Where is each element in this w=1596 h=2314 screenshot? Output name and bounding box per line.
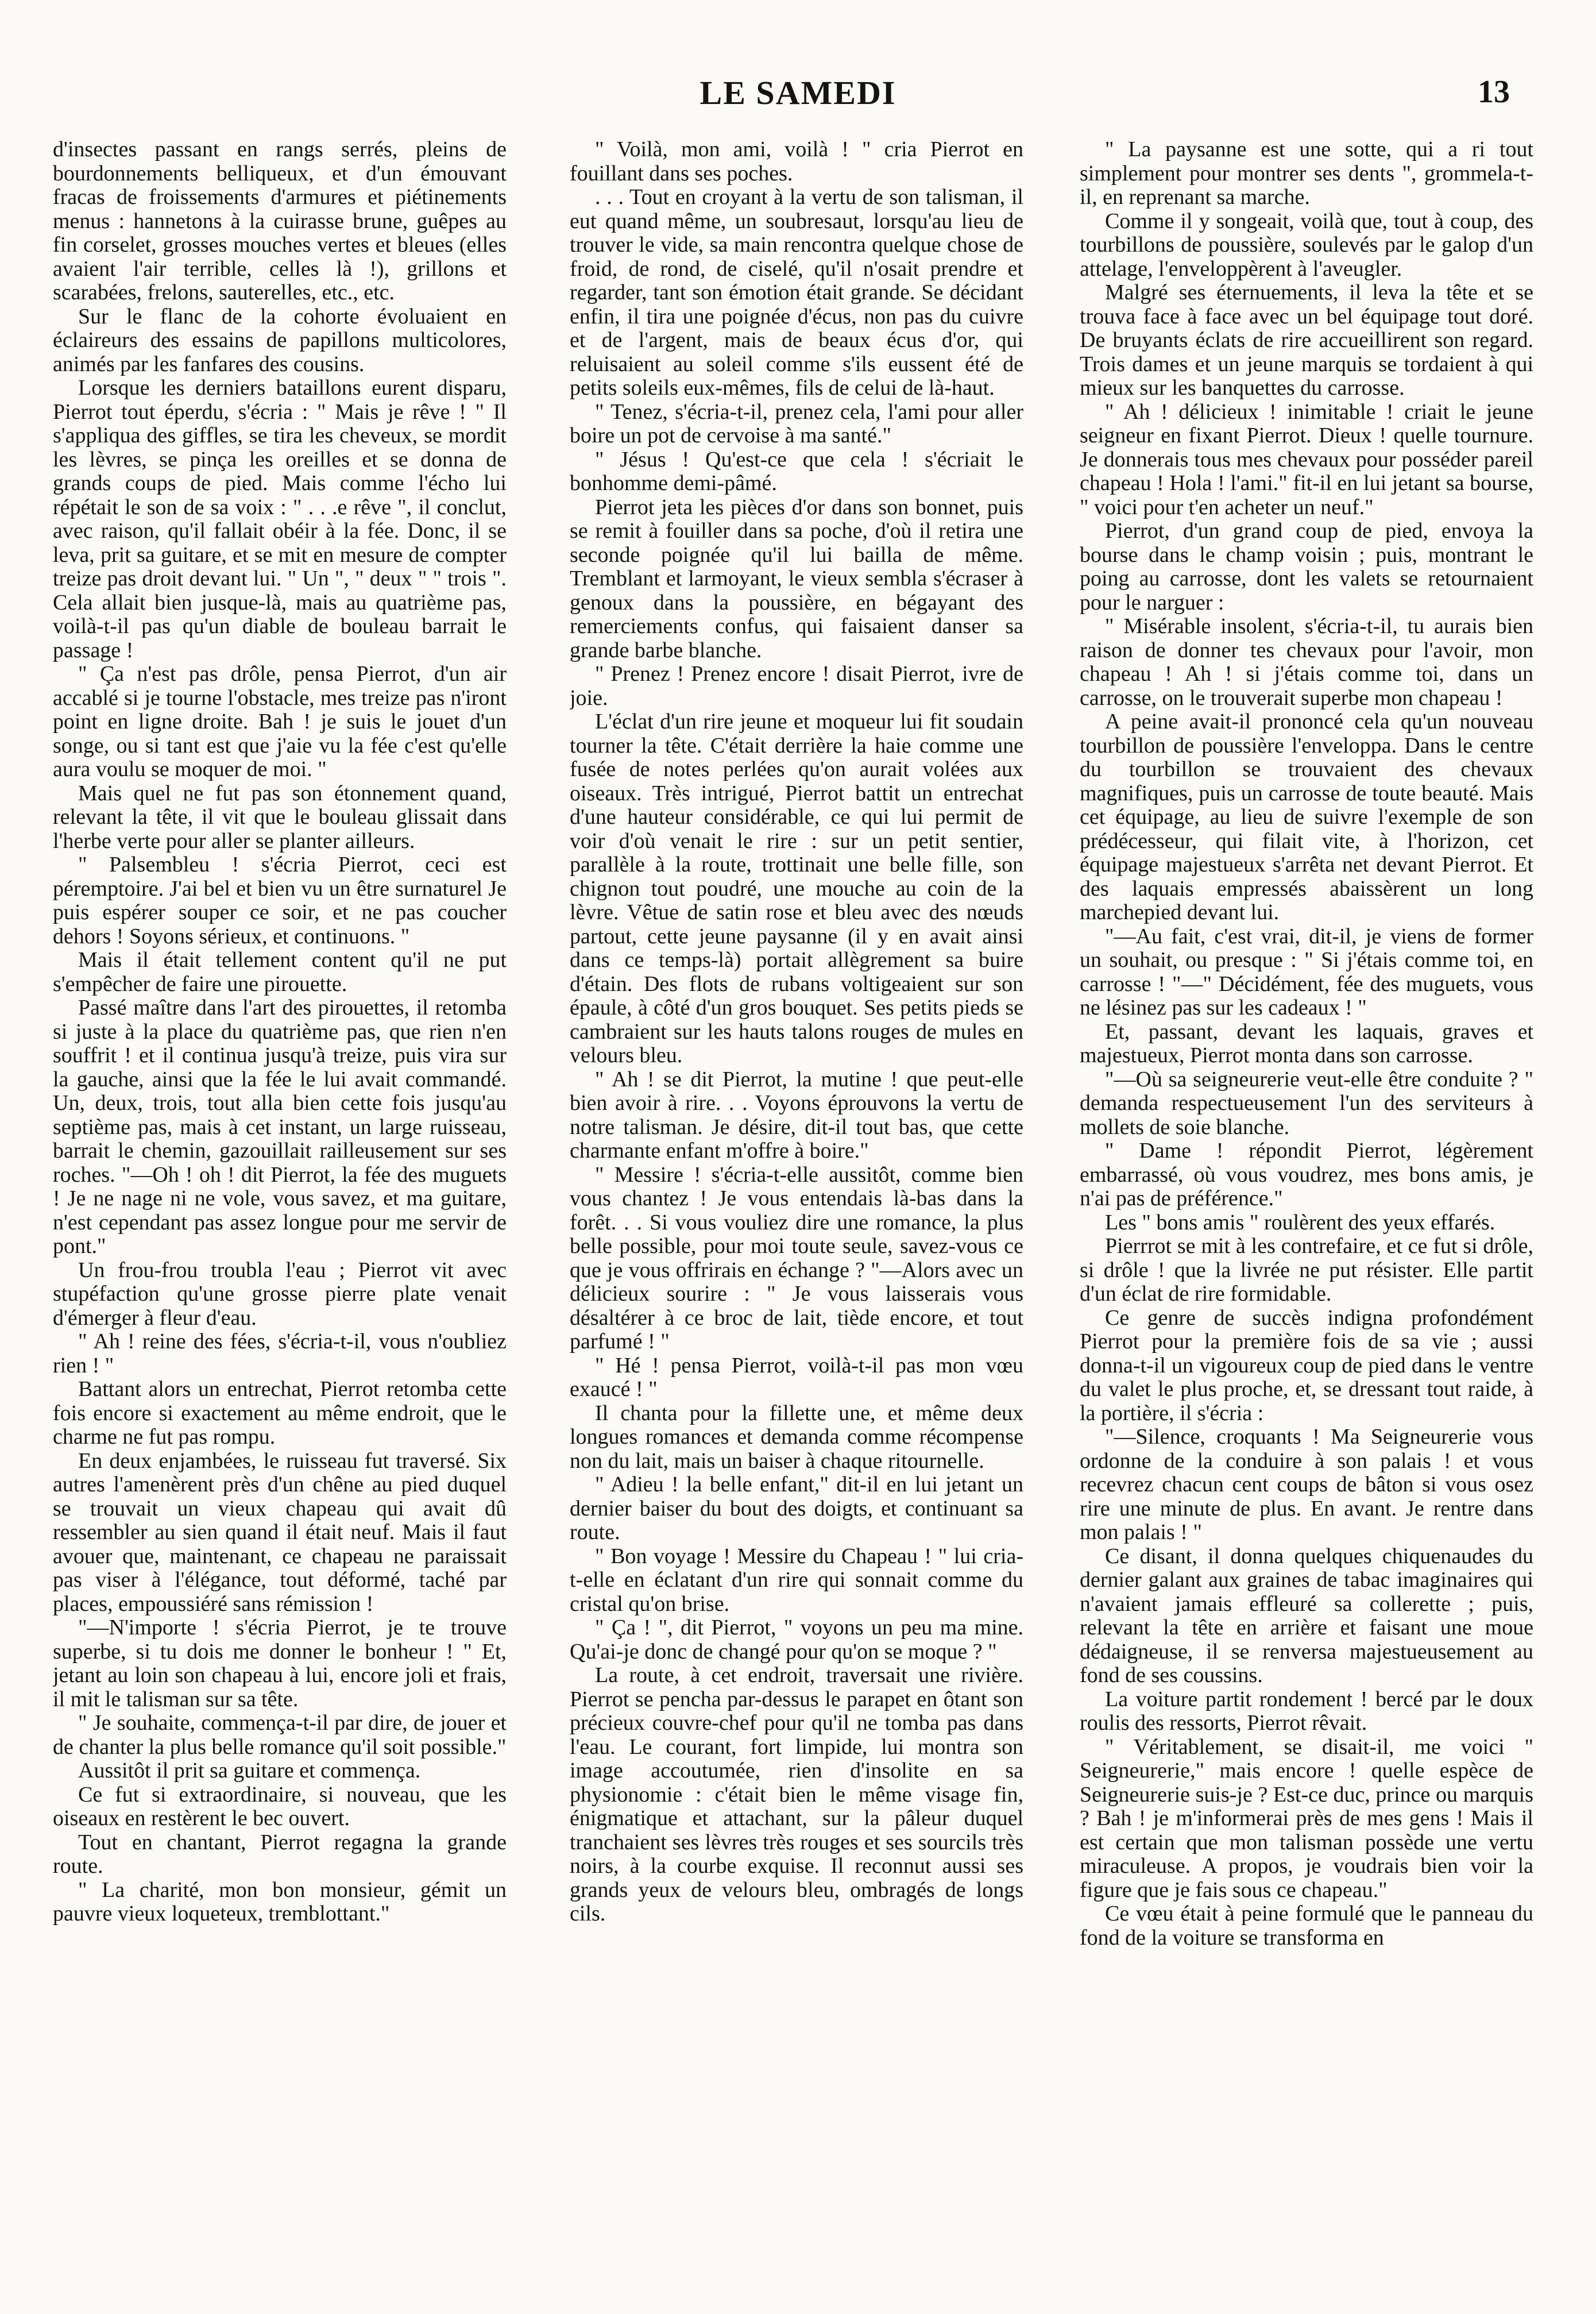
paragraph: " Messire ! s'écria-t-elle aussitôt, comme bien vous chantez ! Je vous entendais là-bas dans la forêt. . . Si vous vouliez dire une romance, la plus belle possible, pour moi toute seule, savez-vous ce que je vous offrirais en échange ? "—Alors avec un délicieux sourire : " Je vous laisserais vous désaltérer à ce broc de lait, tiède encore, et tout parfumé ! " — [570, 1162, 1023, 1353]
paragraph: . . . Tout en croyant à la vertu de son talisman, il eut quand même, un soubresaut, lorsqu'au lieu de trouver le vide, sa main rencontra quelque chose de froid, de rond, de ciselé, qu'il n'osait prendre et regarder, tant son émotion était grande. Se décidant enfin, il tira une poignée d'écus, non pas du cuivre et de l'argent, mais de beaux écus d'or, qui reluisaient au soleil comme s'ils eussent été de petits soleils eux-mêmes, fils de celui de là-haut. — [570, 185, 1023, 400]
paragraph: En deux enjambées, le ruisseau fut traversé. Six autres l'amenèrent près d'un chêne au pied duquel se trouvait un vieux chapeau qui avait dû ressembler au sien quand il était neuf. Mais il faut avouer que, maintenant, ce chapeau ne paraissait pas viser à l'élégance, tout déformé, taché par places, empoussiéré sans rémission ! — [53, 1448, 507, 1616]
paragraph: " Voilà, mon ami, voilà ! " cria Pierrot en fouillant dans ses poches. — [570, 138, 1023, 186]
paragraph: Ce disant, il donna quelques chiquenaudes du dernier galant aux graines de tabac imaginaires qui n'avaient jamais effleuré sa collerette ; puis, relevant la tête en arrière et faisant une moue dédaigneuse, il se renversa majestueusement au fond de ses coussins. — [1080, 1544, 1533, 1687]
paragraph: Il chanta pour la fillette une, et même deux longues romances et demanda comme récompense non du lait, mais un baiser à chaque ritournelle. — [570, 1401, 1023, 1473]
paragraph: Malgré ses éternuements, il leva la tête et se trouva face à face avec un bel équipage tout doré. De bruyants éclats de rire accueillirent son regard. Trois dames et un jeune marquis se tordaient à qui mieux sur les banquettes du carrosse. — [1080, 280, 1533, 400]
paragraph: "—Au fait, c'est vrai, dit-il, je viens de former un souhait, ou presque : " Si j'étais comme toi, en carrosse ! "—" Décidément, fée des muguets, vous ne lésinez pas sur les cadeaux ! " — [1080, 924, 1533, 1020]
text-column-1 — [53, 138, 507, 2286]
paragraph: Ce vœu était à peine formulé que le panneau du fond de la voiture se transforma en — [1080, 1902, 1533, 1950]
page-number: 13 — [1478, 74, 1510, 110]
paragraph: " Ça n'est pas drôle, pensa Pierrot, d'un air accablé si je tourne l'obstacle, mes treize pas n'iront point en ligne droite. Bah ! je suis le jouet d'un songe, ou si tant est que j'aie vu la fée c'est qu'elle aura voulu se moquer de moi. " — [53, 662, 507, 781]
paragraph: Sur le flanc de la cohorte évoluaient en éclaireurs des essains de papillons multicolores, animés par les fanfares des cousins. — [53, 304, 507, 376]
paragraph: Comme il y songeait, voilà que, tout à coup, des tourbillons de poussière, soulevés par le galop d'un attelage, l'enveloppèrent à l'aveugler. — [1080, 209, 1533, 281]
paragraph: "—Où sa seigneurerie veut-elle être conduite ? " demanda respectueusement l'un des serviteurs à mollets de soie blanche. — [1080, 1067, 1533, 1139]
paragraph: Lorsque les derniers bataillons eurent disparu, Pierrot tout éperdu, s'écria : " Mais je rêve ! " Il s'appliqua des giffles, se tira les cheveux, se mordit les lèvres, se pinça les oreilles et se donna de grands coups de pied. Mais comme l'écho lui répétait le son de sa voix : " . . .e rêve ", il conclut, avec raison, qu'il fallait obéir à la fée. Donc, il se leva, prit sa guitare, et se mit en mesure de compter treize pas droit devant lui. " Un ", " deux " " trois ". Cela allait bien jusque-là, mais au quatrième pas, voilà-t-il pas qu'un diable de bouleau barrait le passage ! — [53, 376, 507, 662]
paragraph: "—Silence, croquants ! Ma Seigneurerie vous ordonne de la conduire à son palais ! et vous recevrez chacun cent coups de bâton si vous osez rire une minute de plus. En avant. Je rentre dans mon palais ! " — [1080, 1425, 1533, 1544]
paragraph: Pierrot, d'un grand coup de pied, envoya la bourse dans le champ voisin ; puis, montrant le poing au carrosse, dont les valets se retournaient pour le narguer : — [1080, 519, 1533, 615]
paragraph: L'éclat d'un rire jeune et moqueur lui fit soudain tourner la tête. C'était derrière la haie comme une fusée de notes perlées qu'on aurait volées aux oiseaux. Très intrigué, Pierrot battit un entrechat d'une hauteur considérable, ce qui lui permit de voir d'où venait le rire : sur un petit sentier, parallèle à la route, trottinait une belle fille, son chignon tout poudré, une mouche au coin de la lèvre. Vêtue de satin rose et bleu avec des nœuds partout, cette jeune paysanne (il y en avait ainsi dans ce temps-là) portait allègrement sa buire d'étain. Des flots de rubans voltigeaient sur son épaule, à côté d'un gros bouquet. Ses petits pieds se cambraient sur les hauts talons rouges de mules en velours bleu. — [570, 709, 1023, 1067]
paragraph: Les " bons amis " roulèrent des yeux effarés. — [1105, 1210, 1495, 1235]
paragraph: " Ah ! délicieux ! inimitable ! criait le jeune seigneur en fixant Pierrot. Dieux ! quelle tournure. Je donnerais tous mes chevaux pour posséder pareil chapeau ! Hola ! l'ami." fit-il en lui jetant sa bourse, " voici pour t'en acheter un neuf." — [1080, 399, 1533, 519]
paragraph: Ce genre de succès indigna profondément Pierrot pour la première fois de sa vie ; aussi donna-t-il un vigoureux coup de pied dans le ventre du valet le plus proche, et, se dressant tout raide, à la portière, il s'écria : — [1080, 1305, 1533, 1425]
paragraph: Aussitôt il prit sa guitare et commença. — [78, 1758, 421, 1783]
paragraph: " La paysanne est une sotte, qui a ri tout simplement pour montrer ses dents ", grommela-t-il, en reprenant sa marche. — [1080, 138, 1533, 209]
paragraph: Ce fut si extraordinaire, si nouveau, que les oiseaux en restèrent le bec ouvert. — [53, 1782, 507, 1830]
paragraph: La route, à cet endroit, traversait une rivière. Pierrot se pencha par-dessus le parapet en ôtant son précieux couvre-chef pour qu'il ne tomba pas dans l'eau. Le courant, fort limpide, lui montra son image accoutumée, rien d'insolite en sa physionomie : c'était bien le même visage fin, énigmatique et attachant, sur la pâleur duquel tranchaient ses lèvres très rouges et ses sourcils très noirs, à la courbe exquise. Il reconnut aussi ses grands yeux de velours bleu, ombragés de longs cils. — [570, 1663, 1023, 1926]
text-column-3 — [1080, 138, 1533, 2286]
paragraph: " Adieu ! la belle enfant," dit-il en lui jetant un dernier baiser du bout des doigts, et continuant sa route. — [570, 1472, 1023, 1544]
paragraph: Et, passant, devant les laquais, graves et majestueux, Pierrot monta dans son carrosse. — [1080, 1019, 1533, 1067]
paragraph: La voiture partit rondement ! bercé par le doux roulis des ressorts, Pierrot rêvait. — [1080, 1687, 1533, 1735]
paragraph: Passé maître dans l'art des pirouettes, il retomba si juste à la place du quatrième pas, que rien n'en souffrit ! et il continua jusqu'à treize, puis vira sur la gauche, ainsi que la fée le lui avait commandé. Un, deux, trois, tout alla bien cette fois jusqu'au septième pas, mais à cet instant, un large ruisseau, barrait le chemin, gazouillait railleusement sur ses roches. "—Oh ! oh ! dit Pierrot, la fée des muguets ! Je ne nage ni ne vole, vous savez, et ma guitare, n'est cependant pas assez longue pour me servir de pont." — [53, 996, 507, 1258]
paragraph: Pierrot jeta les pièces d'or dans son bonnet, puis se remit à fouiller dans sa poche, d'où il retira une seconde poignée qu'il lui bailla de même. Tremblant et larmoyant, le vieux sembla s'écraser à genoux dans la poussière, en bégayant des remerciements confus, qui faisaient danser sa grande barbe blanche. — [570, 495, 1023, 662]
paragraph: " La charité, mon bon monsieur, gémit un pauvre vieux loqueteux, tremblottant." — [53, 1877, 507, 1926]
paragraph: " Jésus ! Qu'est-ce que cela ! s'écriait le bonhomme demi-pâmé. — [570, 447, 1023, 495]
paragraph: Pierrrot se mit à les contrefaire, et ce fut si drôle, si drôle ! que la livrée ne put résister. Elle partit d'un éclat de rire formidable. — [1080, 1234, 1533, 1306]
paragraph: Un frou-frou troubla l'eau ; Pierrot vit avec stupéfaction qu'une grosse pierre plate venait d'émerger à fleur d'eau. — [53, 1258, 507, 1330]
paragraph: Mais il était tellement content qu'il ne put s'empêcher de faire une pirouette. — [53, 948, 507, 996]
paragraph: d'insectes passant en rangs serrés, pleins de bourdonnements belliqueux, et d'un émouvant fracas de froissements d'armures et piétinements menus : hannetons à la cuirasse brune, guêpes au fin corselet, grosses mouches vertes et bleues (elles avaient l'air terrible, celles là !), grillons et scarabées, frelons, sauterelles, etc., etc. — [53, 138, 507, 304]
paragraph: " Misérable insolent, s'écria-t-il, tu aurais bien raison de donner tes chevaux pour l'avoir, mon chapeau ! Ah ! si j'étais comme toi, dans un carrosse, on le trouverait superbe mon chapeau ! — [1080, 614, 1533, 710]
paragraph: " Véritablement, se disait-il, me voici " Seigneurerie," mais encore ! quelle espèce de Seigneurerie suis-je ? Est-ce duc, prince ou marquis ? Bah ! je m'informerai près de mes gens ! Mais il est certain que mon talisman possède une vertu miraculeuse. A propos, je voudrais bien voir la figure que je fais sous ce chapeau." — [1080, 1734, 1533, 1902]
paragraph: " Bon voyage ! Messire du Chapeau ! " lui cria-t-elle en éclatant d'un rire qui sonnait comme du cristal qu'on brise. — [570, 1544, 1023, 1616]
paragraph: " Ah ! reine des fées, s'écria-t-il, vous n'oubliez rien ! " — [53, 1329, 507, 1378]
paragraph: " Ah ! se dit Pierrot, la mutine ! que peut-elle bien avoir à rire. . . Voyons éprouvons la vertu de notre talisman. Je désire, dit-il tout bas, que cette charmante enfant m'offre à boire." — [570, 1067, 1023, 1163]
paragraph: " Tenez, s'écria-t-il, prenez cela, l'ami pour aller boire un pot de cervoise à ma santé." — [570, 399, 1023, 448]
text-column-2 — [570, 138, 1023, 2286]
paragraph: Mais quel ne fut pas son étonnement quand, relevant la tête, il vit que le bouleau glissait dans l'herbe verte pour aller se planter ailleurs. — [53, 781, 507, 853]
paragraph: " Palsembleu ! s'écria Pierrot, ceci est péremptoire. J'ai bel et bien vu un être surnaturel Je puis espérer souper ce soir, et ne pas coucher dehors ! Soyons sérieux, et continuons. " — [53, 853, 507, 948]
paragraph: " Ça ! ", dit Pierrot, " voyons un peu ma mine. Qu'ai-je donc de changé pour qu'on se moque ? " — [570, 1615, 1023, 1664]
paragraph: "—N'importe ! s'écria Pierrot, je te trouve superbe, si tu dois me donner le bonheur ! " Et, jetant au loin son chapeau à lui, encore joli et frais, il mit le talisman sur sa tête. — [53, 1615, 507, 1711]
paragraph: Battant alors un entrechat, Pierrot retomba cette fois encore si exactement au même endroit, que le charme ne fut pas rompu. — [53, 1377, 507, 1449]
paragraph: " Prenez ! Prenez encore ! disait Pierrot, ivre de joie. — [570, 662, 1023, 710]
paragraph: Tout en chantant, Pierrot regagna la grande route. — [53, 1830, 507, 1878]
paragraph: " Je souhaite, commença-t-il par dire, de jouer et de chanter la plus belle romance qu'il soit possible." — [53, 1711, 507, 1759]
paragraph: " Hé ! pensa Pierrot, voilà-t-il pas mon vœu exaucé ! " — [570, 1353, 1023, 1401]
paragraph: A peine avait-il prononcé cela qu'un nouveau tourbillon de poussière l'enveloppa. Dans le centre du tourbillon se trouvaient des chevaux magnifiques, puis un carrosse de toute beauté. Mais cet équipage, au lieu de suivre l'exemple de son prédécesseur, qui filait vite, à l'horizon, cet équipage majestueux s'arrêta net devant Pierrot. Et des laquais empressés abaissèrent un long marchepied devant lui. — [1080, 709, 1533, 924]
page-header — [0, 0, 1596, 121]
running-title: LE SAMEDI — [700, 74, 896, 111]
paragraph: " Dame ! répondit Pierrot, légèrement embarrassé, où vous voudrez, mes bons amis, je n'ai pas de préférence." — [1080, 1139, 1533, 1210]
